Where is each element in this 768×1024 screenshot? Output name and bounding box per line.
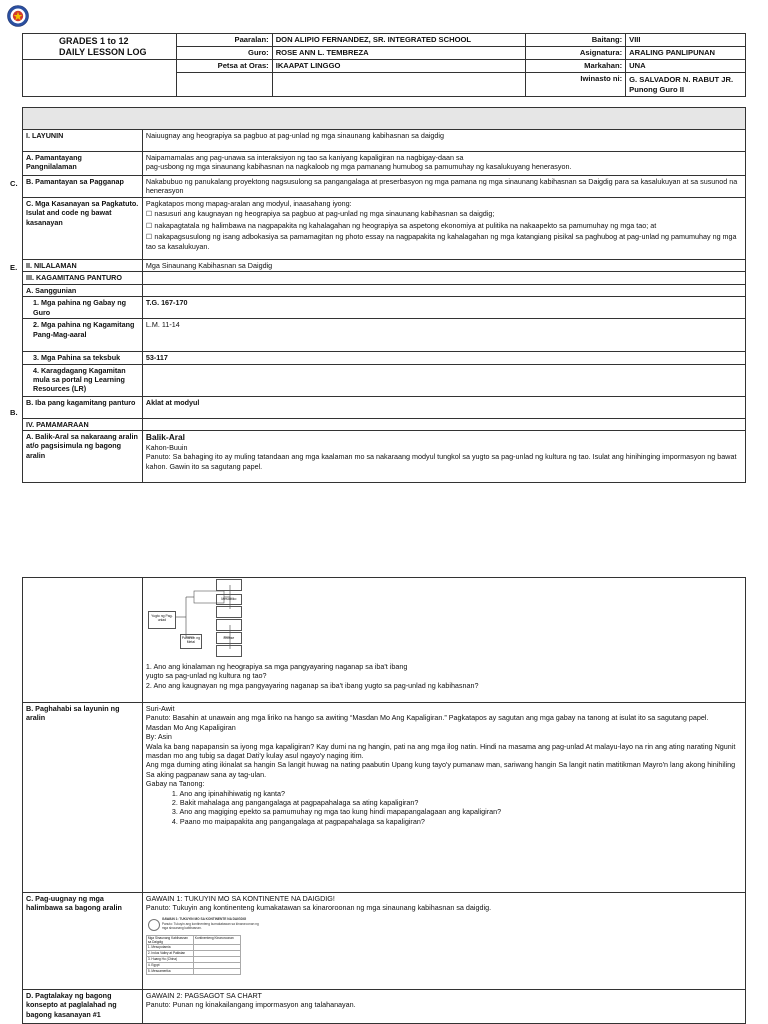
gabay-guro-value: T.G. 167-170 (142, 297, 745, 319)
header-table (22, 33, 746, 97)
iwinasto-label: Iwinasto ni: (526, 73, 626, 97)
pag-uugnay-label: C. Pag-uugnay ng mga halimbawa sa bagong aralin (23, 893, 143, 990)
kasanayan-label: C. Mga Kasanayan sa Pagkatuto. Isulat and code ng bawat kasanayan (23, 198, 143, 260)
diagram-box (216, 619, 242, 631)
mini-logo-icon (148, 919, 160, 931)
markahan-value: UNA (626, 60, 746, 73)
petsa-value: IKAAPAT LINGGO (272, 60, 526, 73)
question-line: 2. Ano ang kaugnayan ng mga pangyayaring naganap sa iba't ibang yugto sa pag-unlad ng kabihasnan? (145, 680, 479, 690)
asignatura-label: Asignatura: (526, 47, 626, 60)
mini-row: 2. Indus Valley at Pakistan (146, 950, 193, 956)
gabay-question: 3. Ano ang magiging epekto sa pamumuhay ng mga tao kung hindi mapapangalagaan ang kapaligiran? (171, 807, 502, 817)
pamamaraan-label: IV. PAMAMARAAN (23, 418, 143, 430)
kasanayan-item: ☐ nakapagsusulong ng isang adbokasiya sa pamamagitan ng photo essay na nagpapakita ng kahalagahan ng mga katangiang pisikal sa paghubog at pag-unlad ng pamumuhay ng mga tao sa kasalukuyan. (145, 232, 737, 251)
kagamitang-pang-label: 2. Mga pahina ng Kagamitang Pang-Mag-aaral (23, 319, 143, 352)
kasanayan-intro: Pagkatapos mong mapag-aralan ang modyul, inaasahang iyong: (145, 199, 352, 208)
mini-row: 3. Huang Ho (China) (146, 956, 193, 962)
gawain2-panuto: Panuto: Punan ng kinakailangang impormasyon ang talahanayan. (145, 1000, 356, 1010)
baitang-label: Baitang: (526, 34, 626, 47)
gabay-tanong-title: Gabay na Tanong: (145, 779, 205, 789)
guro-label: Guro: (176, 47, 272, 60)
mini-cell (193, 968, 240, 974)
suri-awit-panuto: Panuto: Basahin at unawain ang mga liriko na hango sa awiting “Masdan Mo Ang Kapaligiran.” Pagkatapos ay sagutan ang mga gabay na tanong at isulat ito sa sagutang papel. (145, 713, 709, 723)
balik-aral-cell (142, 431, 745, 483)
empty-cell (142, 272, 745, 284)
markahan-label: Markahan: (526, 60, 626, 73)
diagram-box (216, 579, 242, 591)
kagamitan-label: III. KAGAMITANG PANTURO (23, 272, 143, 284)
iwinasto-value: G. SALVADOR N. RABUT JR. (629, 74, 734, 84)
label-line: A. Pamantayang (26, 153, 82, 162)
petsa-label: Petsa at Oras: (176, 60, 272, 73)
pag-uugnay-cell (142, 893, 745, 990)
kasanayan-item: ☐ nakapagtatala ng halimbawa na nagpapakita ng kahalagahan ng heograpiya sa aspetong ekonomiya at pulitika na nakaapekto sa pamumuhay ng mga tao; at (145, 220, 657, 230)
baitang-value: VIII (626, 34, 746, 47)
pagtalakay-cell (142, 990, 745, 1024)
pamantayan-pagganap-label: B. Pamantayan sa Pagganap (23, 176, 143, 198)
empty-cell (142, 284, 745, 296)
diagram-center-box: Yugto ng Pag-unlad (148, 611, 176, 629)
gawain1-title: GAWAIN 1: TUKUYIN MO SA KONTINENTE NA DAIGDIG! (145, 894, 335, 903)
gray-header-row (23, 108, 746, 130)
diagram-box-metal: Panahon ng Metal (180, 634, 202, 649)
side-marker-e: E. (10, 263, 18, 272)
lesson-table-page1 (22, 107, 746, 483)
suri-awit-title: Suri-Awit (145, 704, 175, 713)
song-lyric: Ang mga duming ating ikinalat sa hangin Sa langit huwag na nating paabutin Upang kung tayo'y pumanaw man, sariwang hangin Sa langit natin matitikman Mayro'n lang akong hinihiling Sa aking pagpanaw sana ay tag-ulan. (145, 760, 736, 779)
gawain2-title: GAWAIN 2: PAGSAGOT SA CHART (145, 991, 262, 1000)
question-line: yugto sa pag-unlad ng kultura ng tao? (145, 671, 267, 681)
diagram-box-bronse: Bronse (216, 632, 242, 644)
karagdagang-kagamitan-label: 4. Karagdagang Kagamitan mula sa portal ng Learning Resources (LR) (23, 364, 143, 396)
iba-pang-kagamitan-label: B. Iba pang kagamitang panturo (23, 396, 143, 418)
kagamitang-pang-value: L.M. 11-14 (142, 319, 745, 352)
teksbuk-value: 53-117 (142, 352, 745, 364)
teksbuk-label: 3. Mga Pahina sa teksbuk (23, 352, 143, 364)
empty-cell (142, 418, 745, 430)
paghahabi-cell (142, 703, 745, 893)
text-line: Naipamamalas ang pag-unawa sa interaksiyon ng tao sa kaniyang kapaligiran na nagbigay-daan sa (145, 153, 464, 162)
kasanayan-item: ☐ nasusuri ang kaugnayan ng heograpiya sa pagbuo at pag-unlad ng mga sinaunang kabihasnan sa daigdig; (145, 209, 495, 219)
song-artist: By: Asin (145, 732, 172, 742)
pamantayang-pangnilalaman-text (142, 152, 745, 176)
mini-table (146, 935, 241, 975)
header-title-line2: DAILY LESSON LOG (59, 46, 147, 57)
header-empty-cell (272, 73, 526, 97)
mini-col-header: Mga Sinaunang Kabihasnan sa Daigdig (146, 935, 193, 944)
header-empty-cell (23, 60, 177, 97)
song-lyric: Wala ka bang napapansin sa iyong mga kapaligiran? Kay dumi na ng hangin, pati na ang mga ilog natin. Hindi na masama ang pag-unlad At malayu-layo na rin ang ating narating Ngunit masdan mo ang tubig sa dagat Dati'y kulay asul ngayo'y naging itim. (145, 741, 736, 761)
kahon-buuin-diagram (146, 579, 742, 659)
paghahabi-label: B. Paghahabi sa layunin ng aralin (23, 703, 143, 893)
mini-row: 4. Egypt (146, 962, 193, 968)
paaralan-value: DON ALIPIO FERNANDEZ, SR. INTEGRATED SCHOOL (272, 34, 526, 47)
header-title-line1: GRADES 1 to 12 (59, 35, 129, 46)
title-cell (23, 34, 177, 60)
balik-aral-label: A. Balik-Aral sa nakaraang aralin at/o pagsisimula ng bagong aralin (23, 431, 143, 483)
gabay-question: 1. Ano ang ipinahihiwatig ng kanta? (171, 788, 285, 798)
side-marker-b: B. (10, 408, 18, 417)
balik-aral-panuto: Panuto: Sa bahaging ito ay muling tatandaan ang mga kaalaman mo sa nakaraang modyul tungkol sa yugto sa pag-unlad ng kultura ng tao. Isulat ang hinihinging impormasyon ng bawat kahon. Gawin ito sa sagutang papel. (145, 452, 737, 471)
header-empty-cell (176, 73, 272, 97)
text-line: pag-usbong ng mga sinaunang kabihasnan na nagkaloob ng mga pamanang humubog sa pamumuhay ng kasalukuyang henerasyon. (145, 162, 572, 172)
iba-pang-kagamitan-value: Aklat at modyul (142, 396, 745, 418)
diagram-box (216, 645, 242, 657)
gawain1-panuto: Panuto: Tukuyin ang kontinenteng kumakatawan sa kinaroroonan ng mga sinaunang kabihasnan sa daigdig. (145, 903, 492, 913)
label-line: Pangnilalaman (26, 162, 77, 172)
nilalaman-label: II. NILALAMAN (23, 260, 143, 272)
kasanayan-cell (142, 198, 745, 260)
iwinasto-title: Punong Guro II (629, 84, 684, 94)
mini-row: 5. Mesoamerika (146, 968, 193, 974)
pagtalakay-label: D. Pagtalakay ng bagong konsepto at paglalahad ng bagong kasanayan #1 (23, 990, 143, 1024)
mini-heading: GAWAIN 1: TUKUYIN MO SA KONTINENTE NA DAIGDIG (161, 916, 247, 921)
diagram-questions-cell (142, 578, 745, 703)
pamantayang-pangnilalaman-label (23, 152, 143, 176)
gabay-question: 4. Paano mo maipapakita ang pangangalaga at pagpapahalaga sa kapaligiran? (171, 816, 425, 826)
nilalaman-text: Mga Sinaunang Kabihasnan sa Daigdig (142, 260, 745, 272)
balik-aral-title: Balik-Aral (145, 432, 185, 443)
layunin-label: I. LAYUNIN (23, 130, 143, 152)
layunin-text: Naiuugnay ang heograpiya sa pagbuo at pag-unlad ng mga sinaunang kabihasnan sa daigdig (142, 130, 745, 152)
paaralan-label: Paaralan: (176, 34, 272, 47)
empty-cell (142, 364, 745, 396)
song-title: Masdan Mo Ang Kapaligiran (145, 722, 236, 732)
diagram-box (216, 606, 242, 618)
mini-panuto: Panuto: Tukuyin ang kontinenteng kumakatawan sa kinaroroonan ng mga sinaunang kabihasnan. (161, 921, 259, 930)
side-marker-c: C. (10, 179, 18, 188)
sanggunian-label: A. Sanggunian (23, 284, 143, 296)
question-line: 1. Ano ang kinalaman ng heograpiya sa mga pangyayaring naganap sa iba't ibang (145, 662, 408, 671)
balik-aral-subtitle: Kahon-Buuin (145, 443, 188, 453)
mini-row: 1. Mesopotamia (146, 944, 193, 950)
diagram-box-mesolitiko: Mesolitiko (216, 594, 242, 605)
asignatura-value: ARALING PANLIPUNAN (626, 47, 746, 60)
gabay-guro-label: 1. Mga pahina ng Gabay ng Guro (23, 297, 143, 319)
empty-cell (23, 578, 143, 703)
gawain1-worksheet-image (146, 913, 742, 973)
iwinasto-cell (626, 73, 746, 97)
deped-logo (7, 5, 29, 27)
lesson-table-page2 (22, 577, 746, 1024)
gabay-question: 2. Bakit mahalaga ang pangangalaga at pagpapahalaga sa ating kapaligiran? (171, 798, 419, 808)
pamantayan-pagganap-text: Nakabubuo ng panukalang proyektong nagsusulong sa pangangalaga at preserbasyon ng mga pamana ng mga sinaunang kabihasnan sa Daigdig para sa kasalukuyan at sa susunod na henerasyon (142, 176, 745, 198)
guro-value: ROSE ANN L. TEMBREZA (272, 47, 526, 60)
mini-col-header: Kontinenteng Kinaroroonan (193, 935, 240, 944)
